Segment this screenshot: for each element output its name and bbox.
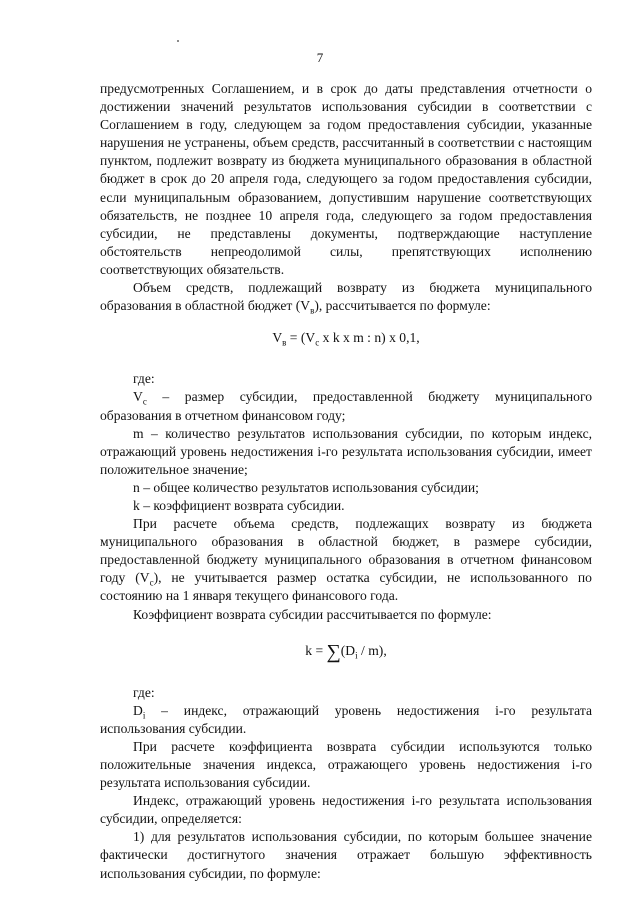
text: – размер субсидии, предоставленной бюджету муниципального образования в отчетном финансовом году;: [100, 389, 592, 423]
paragraph-calculation: [100, 515, 592, 605]
text: ), не учитывается размер остатка субсидии, не использованного по состоянию на 1 января текущего финансового года.: [100, 570, 592, 604]
definition-vc: [100, 388, 592, 424]
formula-part: / m),: [357, 642, 387, 658]
paragraph-continuation: предусмотренных Соглашением, и в срок до даты представления отчетности о достижении значений результатов использования субсидии в соответствии с Соглашением в году, следующем за годом предоставления субсидии, указанные нарушения не устранены, объем средств, рассчитанный в соответствии с настоящим пунктом, подлежит возврату из бюджета муниципального образования в областной бюджет в срок до 20 апреля года, следующего за годом предоставления субсидии, если муниципальным образованием, допустившим нарушение соответствующих обязательств, не позднее 10 апреля года, следующего за годом предоставления субсидии, не представлены документы, подтверждающие наступление обстоятельств непреодолимой силы, препятствующих исполнению соответствующих обязательств.: [100, 81, 592, 277]
formula-subscript: i: [355, 650, 358, 661]
text: При расчете объема средств, подлежащих возврату из бюджета муниципального образования в областной бюджет, в размере субсидии, предоставленной бюджету муниципального образования в отчетном финансовом году (V: [100, 516, 592, 586]
formula-part: = (V: [286, 330, 316, 346]
paragraph-volume: [100, 279, 592, 315]
definition-k: k – коэффициент возврата субсидии.: [133, 497, 345, 513]
document-body: [100, 80, 592, 883]
formula-subscript: с: [315, 337, 320, 348]
paragraph-index: Индекс, отражающий уровень недостижения i-го результата использования субсидии, определяется:: [100, 793, 592, 827]
paragraph-item-1: 1) для результатов использования субсидии, по которым большее значение фактически достигнутого значения отражает большую эффективность использования субсидии, по формуле:: [100, 829, 592, 881]
where-label: где:: [133, 371, 155, 387]
formula-part: x k x m : n) x 0,1,: [319, 330, 420, 346]
subscript: в: [310, 305, 315, 316]
definition-n: n – общее количество результатов использования субсидии;: [133, 479, 479, 495]
formula-k: [100, 642, 592, 662]
sigma-symbol: ∑: [326, 640, 341, 663]
where-label: где:: [133, 684, 155, 700]
subscript: i: [142, 710, 146, 721]
definition-di: [100, 702, 592, 738]
text: ), рассчитывается по формуле:: [314, 298, 491, 314]
text: V: [133, 389, 143, 405]
page-number: 7: [316, 50, 324, 65]
formula-subscript: в: [282, 337, 287, 348]
text: Объем средств, подлежащий возврату из бюджета муниципального образования в областной бюджет (V: [100, 280, 592, 314]
formula-vv: [100, 329, 592, 347]
subscript: с: [142, 397, 147, 408]
subscript: с: [149, 578, 154, 589]
text: D: [133, 702, 143, 718]
text: – индекс, отражающий уровень недостижения i-го результата использования субсидии.: [100, 702, 592, 736]
formula-part: V: [272, 330, 283, 346]
formula-part: k =: [305, 642, 327, 658]
formula-part: (D: [340, 642, 356, 658]
scan-dot: [177, 40, 179, 42]
definition-m: m – количество результатов использования субсидии, по которым индекс, отражающий уровень недостижения i-го результата использования субсидии, имеет положительное значение;: [100, 425, 592, 477]
paragraph-coefficient: Коэффициент возврата субсидии рассчитывается по формуле:: [133, 606, 492, 622]
paragraph-positive-values: При расчете коэффициента возврата субсидии используются только положительные значения индекса, отражающего уровень недостижения i-го результата использования субсидии.: [100, 738, 592, 791]
